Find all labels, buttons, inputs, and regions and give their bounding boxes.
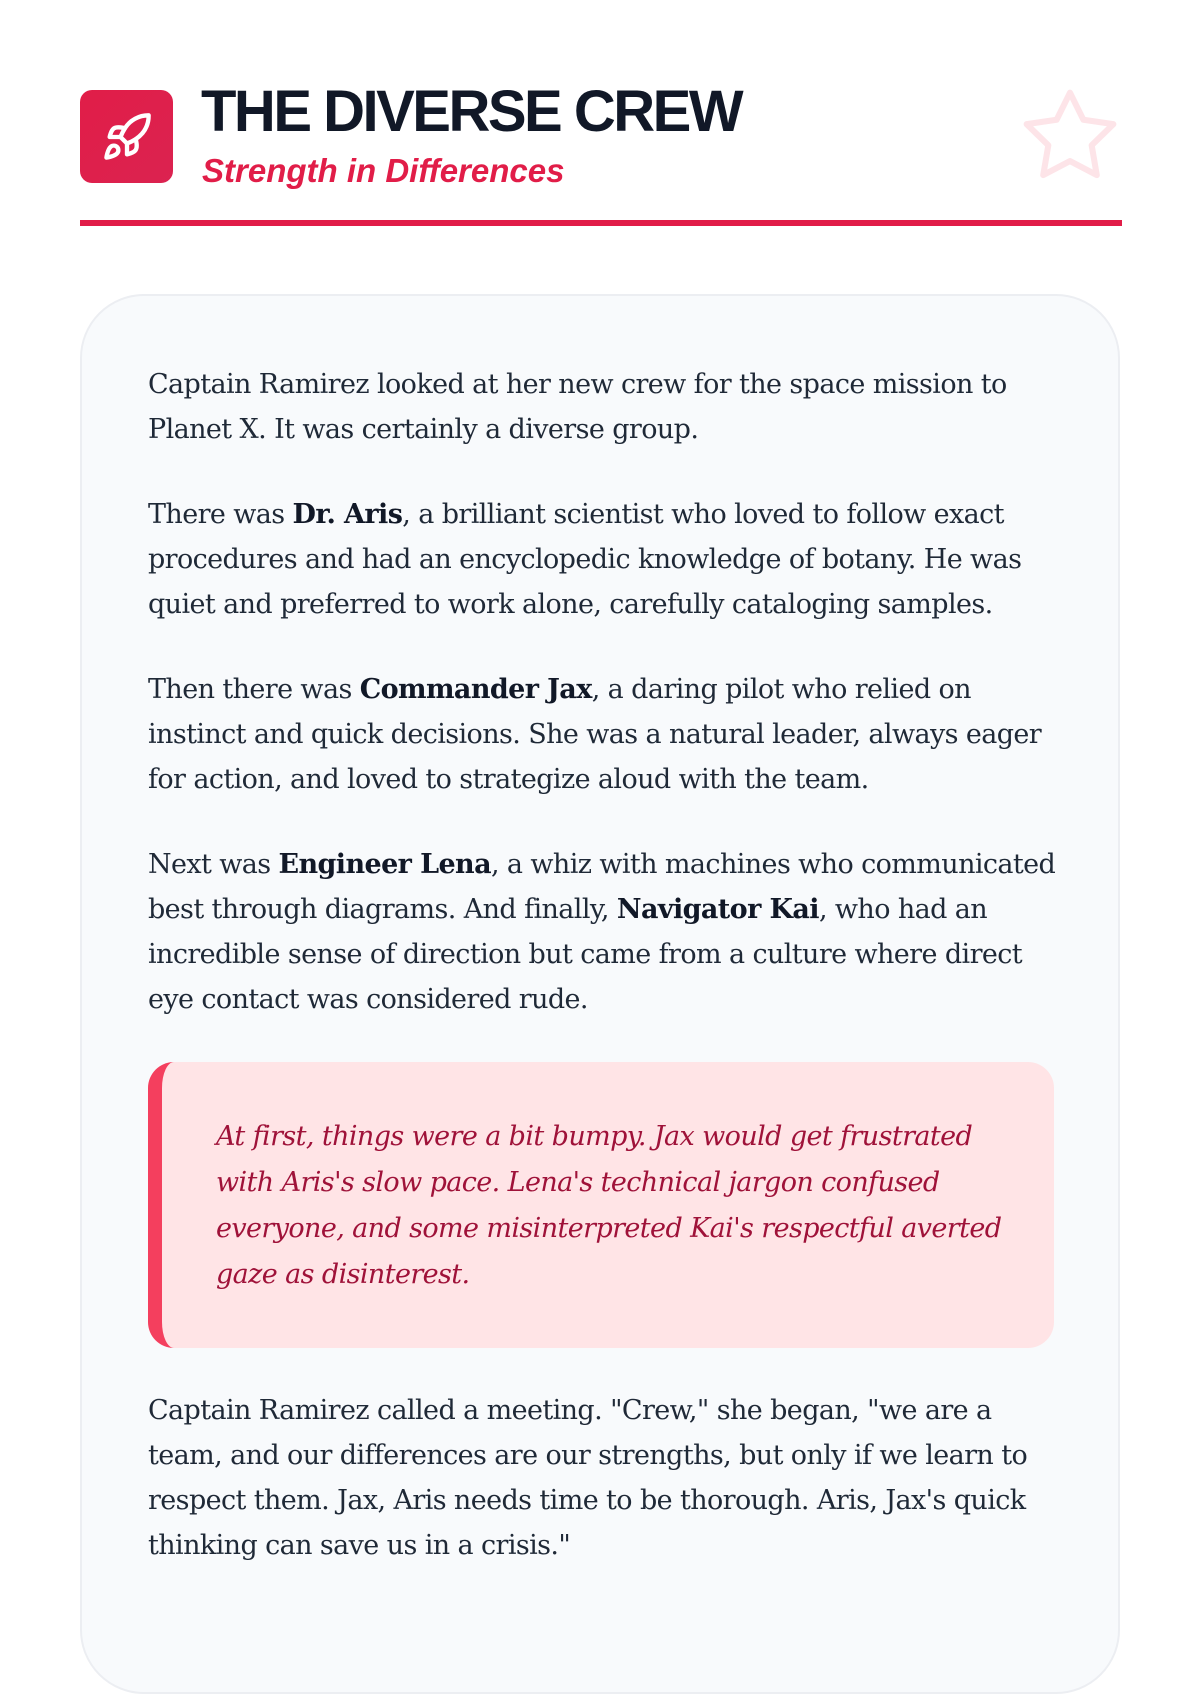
rocket-icon (101, 111, 153, 163)
logo-badge (80, 90, 173, 183)
character-name-lena: Engineer Lena (278, 849, 491, 880)
story-callout (148, 1062, 1054, 1348)
page-header (80, 80, 1120, 228)
text-segment: , a daring pilot who relied on instinct and quick decisions. She was a natural leader, always eager for action, and loved to strategize aloud with the team. (148, 674, 1042, 795)
text-segment: , a brilliant scientist who loved to follow exact procedures and had an encyclopedic knowledge of botany. He was quiet and preferred to work alone, carefully cataloging samples. (148, 499, 1022, 620)
story-paragraph-intro: Captain Ramirez looked at her new crew for the space mission to Planet X. It was certainly a diverse group. (148, 369, 1007, 445)
page-title: THE DIVERSE CREW (201, 79, 742, 144)
text-segment: Then there was (148, 674, 360, 705)
character-name-jax: Commander Jax (359, 674, 592, 705)
text-segment: Next was (148, 849, 279, 880)
callout-text: At first, things were a bit bumpy. Jax would get frustrated with Aris's slow pace. Lena's technical jargon confused everyone, and some misinterpreted Kai's respectful averted gaze as disinterest. (216, 1121, 1002, 1290)
story-paragraph-aris (148, 492, 1068, 627)
character-name-kai: Navigator Kai (616, 894, 819, 925)
story-paragraph-meeting: Captain Ramirez called a meeting. "Crew," she began, "we are a team, and our differences are our strengths, but only if we learn to respect them. Jax, Aris needs time to be thorough. Aris, Jax's quick thinking can save us in a crisis." (148, 1395, 1028, 1561)
text-segment: , a whiz with machines who communicated best through diagrams. And finally, (148, 849, 1056, 925)
text-segment: There was (148, 499, 293, 530)
story-paragraph-jax (148, 667, 1068, 802)
star-outline-icon (1018, 84, 1122, 188)
story-card (80, 294, 1120, 1694)
character-name-aris: Dr. Aris (292, 499, 403, 530)
header-divider (80, 220, 1122, 226)
story-paragraph-lena-kai (148, 842, 1068, 1022)
text-segment: , who had an incredible sense of direction but came from a culture where direct eye contact was considered rude. (148, 894, 1023, 1015)
page-subtitle: Strength in Differences (202, 152, 565, 189)
